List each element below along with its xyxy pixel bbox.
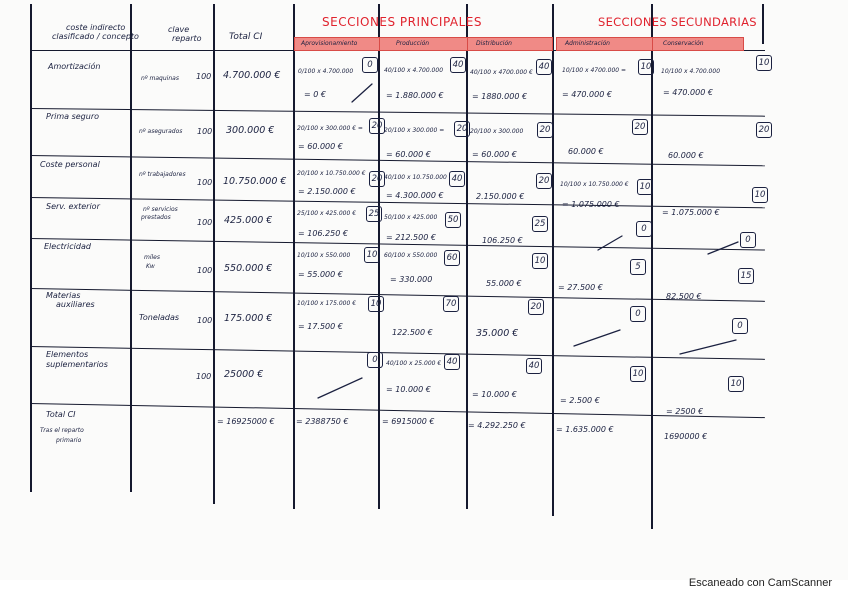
pct-box: 10 — [637, 179, 653, 195]
pct-box: 10 — [728, 376, 744, 392]
row-base: 100 — [196, 72, 212, 81]
cell-result: = 10.000 € — [472, 390, 517, 399]
cell-result: = 55.000 € — [298, 270, 343, 279]
cell-formula: 40/100 x 4700.000 € — [470, 69, 533, 76]
row-base: 100 — [197, 178, 213, 187]
row-base: 100 — [197, 218, 213, 227]
row-key: Toneladas — [139, 313, 180, 322]
cell-formula: 10/100 x 175.000 € — [297, 300, 357, 307]
cell-result: = 106.250 € — [298, 229, 348, 238]
cell-result: 122.500 € — [392, 328, 433, 337]
row-concept: Elementos — [46, 350, 89, 359]
cell-result: = 60.000 € — [472, 150, 517, 159]
header-clave-2: reparto — [172, 34, 202, 43]
pct-box: 10 — [630, 366, 646, 382]
totals-cons: 1690000 € — [664, 432, 708, 441]
header-total: Total CI — [229, 32, 263, 42]
cell-formula: 10/100 x 550.000 — [297, 252, 351, 259]
cell-formula: 20/100 x 300.000 € = — [297, 125, 363, 132]
row-key: nº servicios — [143, 206, 178, 213]
pct-box: 5 — [630, 259, 646, 275]
row-total: 10.750.000 € — [223, 176, 287, 187]
cell-result: 60.000 € — [568, 147, 604, 156]
cell-formula: 60/100 x 550.000 — [384, 252, 438, 259]
cell-formula: 10/100 x 4700.000 = — [562, 67, 627, 74]
cell-result: = 1.075.000 € — [662, 208, 720, 217]
pct-box: 20 — [369, 118, 385, 134]
cell-result: = 1.075.000 € — [562, 200, 620, 209]
row-total: 4.700.000 € — [223, 70, 281, 81]
cell-result: = 470.000 € — [663, 88, 713, 97]
header-dist: Distribución — [476, 40, 512, 47]
cell-result: = 60.000 € — [298, 142, 343, 151]
pct-box: 10 — [368, 296, 384, 312]
totals-aprov: = 2388750 € — [296, 417, 349, 426]
pct-box: 20 — [756, 122, 772, 138]
section-principal-title: SECCIONES PRINCIPALES — [322, 15, 483, 29]
pct-box: 70 — [443, 296, 459, 312]
header-prod: Producción — [396, 40, 430, 47]
cell-result: = 2.150.000 € — [298, 187, 356, 196]
cell-formula: 0/100 x 4.700.000 — [298, 68, 354, 75]
totals-admin: = 1.635.000 € — [556, 425, 614, 434]
camscanner-watermark: Escaneado con CamScanner — [688, 577, 832, 589]
pct-box: 0 — [636, 221, 652, 237]
row-concept: Coste personal — [40, 160, 100, 169]
cell-result: = 2500 € — [666, 407, 704, 416]
cell-result: = 10.000 € — [386, 385, 431, 394]
row-base: 100 — [197, 266, 213, 275]
totals-label: Total CI — [46, 410, 76, 419]
row-base: 100 — [197, 316, 213, 325]
header-coste-1: coste indirecto — [66, 23, 126, 32]
cell-formula: 20/100 x 300.000 — [470, 128, 524, 135]
cell-result: = 4.300.000 € — [386, 191, 444, 200]
pct-box: 40 — [449, 171, 465, 187]
cell-result: 106.250 € — [482, 236, 523, 245]
cell-formula: 25/100 x 425.000 € — [297, 210, 357, 217]
totals-prod: = 6915000 € — [382, 417, 435, 426]
totals-total: = 16925000 € — [217, 417, 275, 426]
row-key: nº asegurados — [139, 128, 183, 135]
header-coste-2: clasificado / concepto — [52, 32, 139, 41]
cell-formula: 40/100 x 4.700.000 — [384, 67, 444, 74]
pct-box: 10 — [752, 187, 768, 203]
cell-formula: 10/100 x 4.700.000 — [661, 68, 721, 75]
cell-result: = 27.500 € — [558, 283, 603, 292]
pct-box: 20 — [369, 171, 385, 187]
header-admin: Administración — [565, 40, 610, 47]
cell-result: = 330.000 — [390, 275, 433, 284]
pct-box: 10 — [532, 253, 548, 269]
row-total: 300.000 € — [226, 125, 275, 136]
row-key: prestados — [141, 214, 171, 221]
pct-box: 10 — [638, 59, 654, 75]
pct-box: 40 — [444, 354, 460, 370]
row-concept: Electricidad — [44, 242, 91, 251]
pct-box: 25 — [532, 216, 548, 232]
cell-result: 82.500 € — [666, 292, 702, 301]
row-total: 175.000 € — [224, 313, 273, 324]
row-key: miles — [144, 254, 160, 261]
header-clave-1: clave — [168, 25, 190, 34]
pct-box: 0 — [630, 306, 646, 322]
row-concept: suplementarios — [46, 360, 108, 369]
pct-box: 20 — [536, 173, 552, 189]
row-base: 100 — [196, 372, 212, 381]
cell-result: = 60.000 € — [386, 150, 431, 159]
cell-result: = 2.500 € — [560, 396, 600, 405]
cell-formula: 20/100 x 10.750.000 € — [297, 170, 366, 177]
pct-box: 20 — [632, 119, 648, 135]
totals-label: Tras el reparto — [40, 427, 84, 434]
pct-box: 10 — [364, 247, 380, 263]
cell-result: = 0 € — [304, 90, 326, 99]
header-aprov: Aprovisionamiento — [301, 40, 358, 47]
row-key: nº trabajadores — [139, 171, 186, 178]
cell-result: 2.150.000 € — [476, 192, 525, 201]
row-total: 25000 € — [224, 369, 264, 380]
row-concept: Serv. exterior — [46, 202, 100, 211]
row-concept: Prima seguro — [46, 112, 99, 121]
cell-formula: 50/100 x 425.000 — [384, 214, 438, 221]
cell-formula: 40/100 x 10.750.000 — [384, 174, 447, 181]
pct-box: 15 — [738, 268, 754, 284]
pct-box: 0 — [362, 57, 378, 73]
pct-box: 25 — [366, 206, 382, 222]
pct-box: 40 — [526, 358, 542, 374]
pct-box: 0 — [367, 352, 383, 368]
cell-result: 55.000 € — [486, 279, 522, 288]
pct-box: 0 — [732, 318, 748, 334]
row-key: nº maquinas — [141, 75, 179, 82]
cell-result: = 1.880.000 € — [386, 91, 444, 100]
cell-result: = 1880.000 € — [472, 92, 528, 101]
header-cons: Conservación — [663, 40, 704, 47]
cell-result: 60.000 € — [668, 151, 704, 160]
row-total: 425.000 € — [224, 215, 273, 226]
pct-box: 40 — [536, 59, 552, 75]
pct-box: 10 — [756, 55, 772, 71]
row-key: Kw — [146, 263, 155, 270]
row-base: 100 — [197, 127, 213, 136]
pct-box: 40 — [450, 57, 466, 73]
cell-result: = 212.500 € — [386, 233, 436, 242]
totals-dist: = 4.292.250 € — [468, 421, 526, 430]
pct-box: 0 — [740, 232, 756, 248]
pct-box: 60 — [444, 250, 460, 266]
row-concept: Materias — [46, 291, 81, 300]
cell-result: = 470.000 € — [562, 90, 612, 99]
pct-box: 20 — [537, 122, 553, 138]
row-concept: Amortización — [48, 62, 101, 71]
row-concept: auxiliares — [56, 300, 95, 309]
pct-box: 20 — [454, 121, 470, 137]
totals-label: primario — [56, 437, 82, 444]
section-secundaria-title: SECCIONES SECUNDARIAS — [598, 15, 757, 29]
cell-formula: 10/100 x 10.750.000 € — [560, 181, 629, 188]
cell-result: = 17.500 € — [298, 322, 343, 331]
row-total: 550.000 € — [224, 263, 273, 274]
pct-box: 20 — [528, 299, 544, 315]
cell-formula: 40/100 x 25.000 € — [386, 360, 442, 367]
cell-result: 35.000 € — [476, 328, 519, 339]
pct-box: 50 — [445, 212, 461, 228]
cell-formula: 20/100 x 300.000 = — [384, 127, 445, 134]
